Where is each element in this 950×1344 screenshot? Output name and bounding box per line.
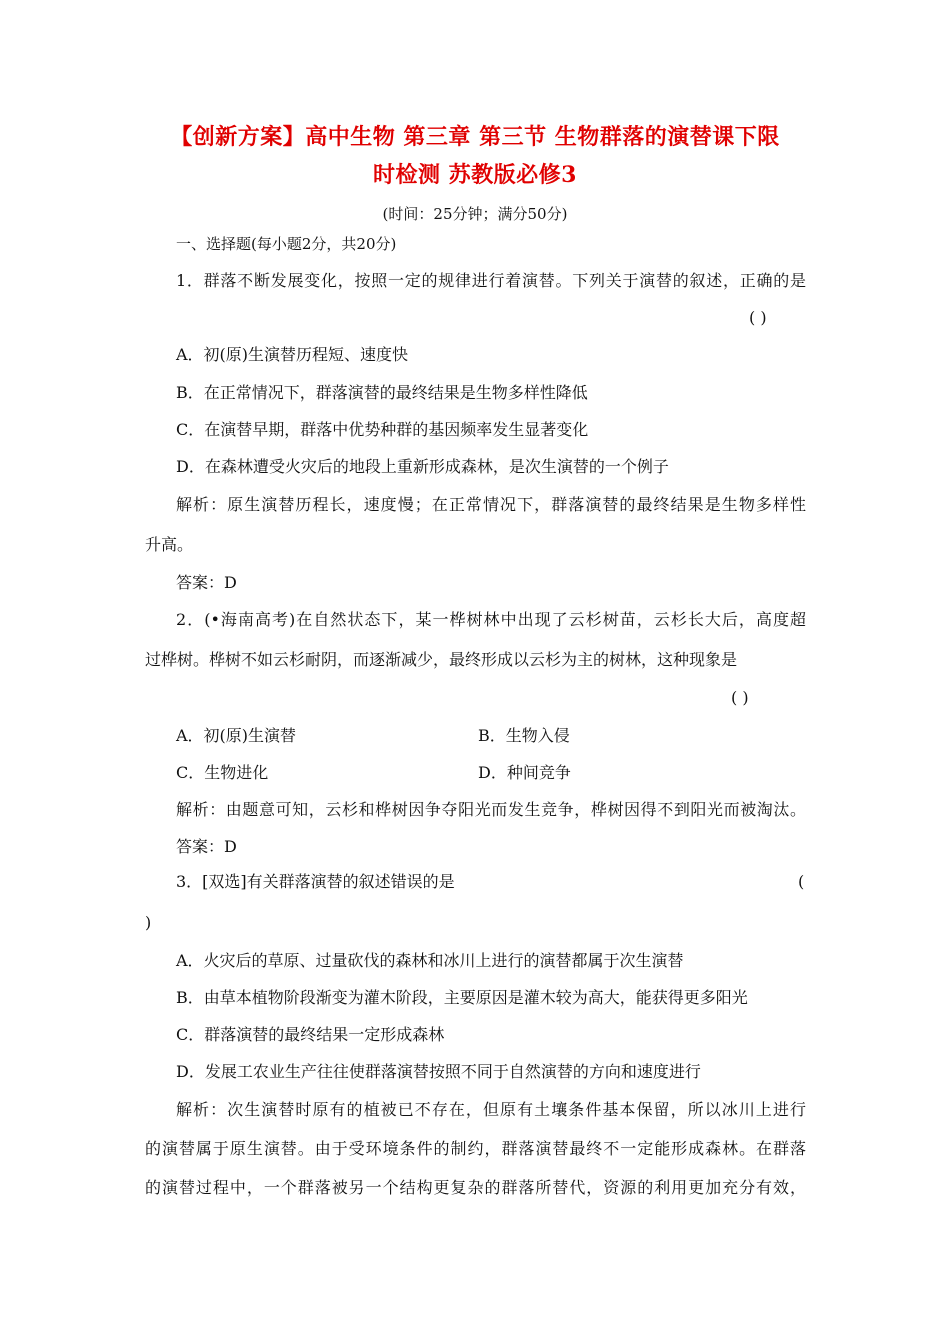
q3-stem: 3．[双选]有关群落演替的叙述错误的是: [176, 872, 455, 891]
q3-option-d: D．发展工农业生产往往使群落演替按照不同于自然演替的方向和速度进行: [176, 1062, 701, 1081]
q2-option-c: C．生物进化: [176, 763, 269, 782]
q2-option-a: A．初(原)生演替: [176, 726, 297, 745]
q2-option-b: B．生物入侵: [478, 726, 570, 745]
q2-stem-line-2: 过桦树。桦树不如云杉耐阴，而逐渐减少，最终形成以云杉为主的树林，这种现象是: [145, 650, 738, 669]
q3-option-c: C．群落演替的最终结果一定形成森林: [176, 1025, 445, 1044]
q3-option-a: A．火灾后的草原、过量砍伐的森林和冰川上进行的演替都属于次生演替: [176, 951, 684, 970]
q1-option-d: D．在森林遭受火灾后的地段上重新形成森林，是次生演替的一个例子: [176, 457, 669, 476]
q1-analysis-line-2: 升高。: [145, 535, 194, 554]
q2-answer: 答案：D: [176, 837, 237, 856]
q3-paren-close: ): [145, 913, 152, 932]
q1-option-c: C．在演替早期，群落中优势种群的基因频率发生显著变化: [176, 420, 589, 439]
q1-answer: 答案：D: [176, 573, 237, 592]
q3-analysis-line-1: 解析：次生演替时原有的植被已不存在，但原有土壤条件基本保留，所以冰川上进行: [176, 1100, 806, 1119]
q2-answer-blank: ( ): [731, 688, 749, 707]
q2-analysis: 解析：由题意可知，云杉和桦树因争夺阳光而发生竞争，桦树因得不到阳光而被淘汰。: [176, 800, 806, 819]
q3-paren-open: (: [798, 872, 805, 891]
q3-analysis-line-3: 的演替过程中，一个群落被另一个结构更复杂的群落所替代，资源的利用更加充分有效，: [145, 1178, 806, 1197]
section-heading: 一、选择题(每小题2分，共20分): [176, 235, 397, 253]
q3-option-b: B．由草本植物阶段渐变为灌木阶段，主要原因是灌木较为高大，能获得更多阳光: [176, 988, 748, 1007]
q1-answer-blank: ( ): [749, 308, 767, 327]
q1-analysis-line-1: 解析：原生演替历程长，速度慢；在正常情况下，群落演替的最终结果是生物多样性: [176, 495, 806, 514]
q2-stem-line-1: 2．(•海南高考)在自然状态下，某一桦树林中出现了云杉树苗，云杉长大后，高度超: [176, 610, 806, 629]
document-title-line-1: 【创新方案】高中生物 第三章 第三节 生物群落的演替课下限: [170, 124, 780, 150]
q1-option-a: A．初(原)生演替历程短、速度快: [176, 345, 409, 364]
exam-meta: (时间：25分钟；满分50分): [382, 205, 568, 223]
q3-analysis-line-2: 的演替属于原生演替。由于受环境条件的制约，群落演替最终不一定能形成森林。在群落: [145, 1139, 806, 1158]
q1-stem: 1．群落不断发展变化，按照一定的规律进行着演替。下列关于演替的叙述，正确的是: [176, 271, 806, 290]
q1-option-b: B．在正常情况下，群落演替的最终结果是生物多样性降低: [176, 383, 588, 402]
document-title-line-2: 时检测 苏教版必修3: [373, 162, 577, 188]
q2-option-d: D．种间竞争: [478, 763, 571, 782]
